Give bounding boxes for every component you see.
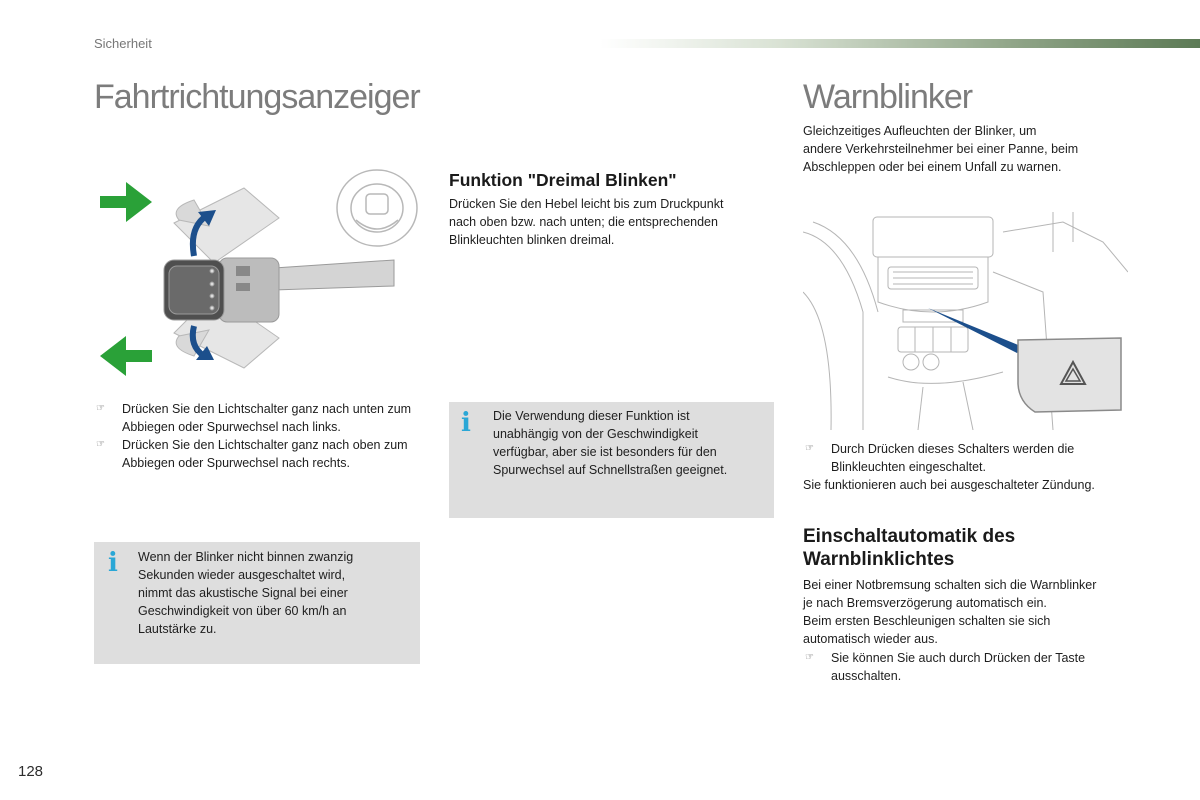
hazard-switch-illustration xyxy=(803,212,1128,430)
pointing-hand-icon: ☞ xyxy=(805,443,814,454)
pointing-hand-icon: ☞ xyxy=(96,403,105,414)
page-number: 128 xyxy=(18,763,44,780)
hazard-instructions xyxy=(803,440,1133,476)
hazard-intro-text: Gleichzeitiges Aufleuchten der Blinker, um andere Verkehrsteilnehmer bei einer Panne, beim Abschleppen oder bei einem Unfall zu warnen. xyxy=(803,124,1079,174)
subtitle-auto-hazard: Einschaltautomatik des Warnblinklichtes xyxy=(803,526,1016,570)
section-label: Sicherheit xyxy=(94,36,152,51)
info-box-triple-blink: i Die Verwendung dieser Funktion ist unabhängig von der Geschwindigkeit verfügbar, aber sie ist besonders für den Spurwechsel auf Schnellstraßen geeignet. xyxy=(449,402,774,518)
page-title-turn-signals: Fahrtrichtungsanzeiger xyxy=(94,78,420,116)
hazard-button-zoom xyxy=(1018,338,1121,412)
info-box-acoustic-signal: i Wenn der Blinker nicht binnen zwanzig Sekunden wieder ausgeschaltet wird, nimmt das akustische Signal bei einer Geschwindigkeit von über 60 km/h an Lautstärke zu. xyxy=(94,542,420,664)
pointing-hand-icon: ☞ xyxy=(96,439,105,450)
turn-signal-instructions xyxy=(94,400,424,472)
triple-blink-description: Drücken Sie den Hebel leicht bis zum Druckpunkt nach oben bzw. nach unten; die entsprechenden Blinkleuchten blinken dreimal. xyxy=(449,197,724,247)
info-icon: i xyxy=(108,548,118,578)
list-item: ☞ Drücken Sie den Lichtschalter ganz nach oben zum Abbiegen oder Spurwechsel nach rechts. xyxy=(96,438,408,470)
pointing-hand-icon: ☞ xyxy=(805,652,814,663)
auto-hazard-instructions xyxy=(803,649,1133,685)
list-item: ☞ Sie können Sie auch durch Drücken der Taste ausschalten. xyxy=(805,651,1086,683)
header-decoration-bar xyxy=(600,39,1200,48)
info-icon: i xyxy=(461,408,471,438)
subtitle-triple-blink: Funktion "Dreimal Blinken" xyxy=(449,170,677,190)
hazard-ignition-note: Sie funktionieren auch bei ausgeschalteter Zündung. xyxy=(803,478,1095,492)
turn-signal-stalk-illustration xyxy=(94,168,424,388)
list-item: ☞ Drücken Sie den Lichtschalter ganz nach unten zum Abbiegen oder Spurwechsel nach links. xyxy=(96,402,412,434)
page-title-hazard-lights: Warnblinker xyxy=(803,78,973,116)
list-item: ☞ Durch Drücken dieses Schalters werden die Blinkleuchten eingeschaltet. xyxy=(805,442,1075,474)
auto-hazard-description: Bei einer Notbremsung schalten sich die Warnblinker je nach Bremsverzögerung automatisch ein. Beim ersten Beschleunigen schalten sie sich automatisch wieder aus. xyxy=(803,578,1097,646)
